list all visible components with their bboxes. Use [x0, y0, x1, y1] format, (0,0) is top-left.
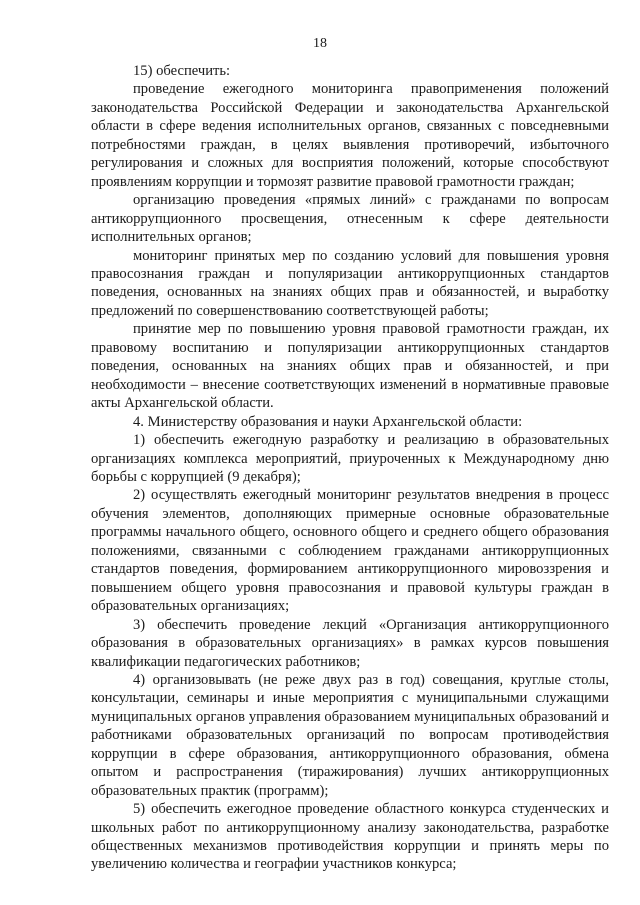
page-number: 18 — [313, 36, 327, 51]
paragraph-hotlines: организацию проведения «прямых линий» с гражданами по вопросам антикоррупционного просвещения, отнесенным к сфере деятельности исполнительных органов; — [91, 192, 609, 246]
document-body — [91, 62, 609, 874]
paragraph-subitem-2: 2) осуществлять ежегодный мониторинг результатов внедрения в процесс обучения элементов, дополняющих примерные основные образовательные программы начального общего, основного общего и среднего общего образования положениями, связанными с соблюдением гражданами антикоррупционных стандартов поведения, формированием антикоррупционного мировоззрения и повышением общего уровня правосознания и правовой культуры граждан в образовательных организациях; — [91, 487, 609, 615]
paragraph-legal-literacy: принятие мер по повышению уровня правовой грамотности граждан, их правовому воспитанию и популяризации антикоррупционных стандартов поведения, основанных на знаниях общих прав и обязанностей, и при необходимости – внесение соответствующих изменений в нормативные правовые акты Архангельской области. — [91, 321, 609, 412]
section-heading-ministry-education: 4. Министерству образования и науки Архангельской области: — [133, 413, 523, 430]
paragraph-monitoring-measures: мониторинг принятых мер по созданию условий для повышения уровня правосознания граждан и популяризации антикоррупционных стандартов поведения, основанных на знаниях общих прав и обязанностей, и выработку предложений по совершенствованию соответствующей работы; — [91, 247, 609, 319]
paragraph-subitem-5: 5) обеспечить ежегодное проведение областного конкурса студенческих и школьных работ по антикоррупционному анализу законодательства, разработке общественных механизмов противодействия коррупции и принять меры по увеличению количества и географии участников конкурса; — [91, 801, 609, 873]
paragraph-subitem-1: 1) обеспечить ежегодную разработку и реализацию в образовательных организациях комплекса мероприятий, приуроченных к Международному дню борьбы с коррупцией (9 декабря); — [91, 432, 609, 485]
paragraph-subitem-4: 4) организовывать (не реже двух раз в год) совещания, круглые столы, консультации, семинары и иные мероприятия с муниципальными служащими муниципальных органов управления образованием муниципальных образований и работниками образовательных организаций по вопросам противодействия коррупции в сфере образования, антикоррупционного образования, обмена опытом и распространения (тиражирования) лучших антикоррупционных образовательных практик (программ); — [91, 671, 609, 799]
paragraph-item-15-heading: 15) обеспечить: — [133, 63, 231, 79]
paragraph-subitem-3: 3) обеспечить проведение лекций «Организация антикоррупционного образования в образовательных организациях» в рамках курсов повышения квалификации педагогических работников; — [91, 616, 609, 670]
paragraph-monitoring-law-enforcement: проведение ежегодного мониторинга правоприменения положений законодательства Российской Федерации и законодательства Архангельской области в сфере ведения исполнительных органов, связанных с повседневными потребностями граждан, в целях выявления противоречий, избыточного регулирования и сложных для восприятия положений, которые способствуют проявлениям коррупции и тормозят развитие правовой грамотности граждан; — [91, 81, 609, 190]
